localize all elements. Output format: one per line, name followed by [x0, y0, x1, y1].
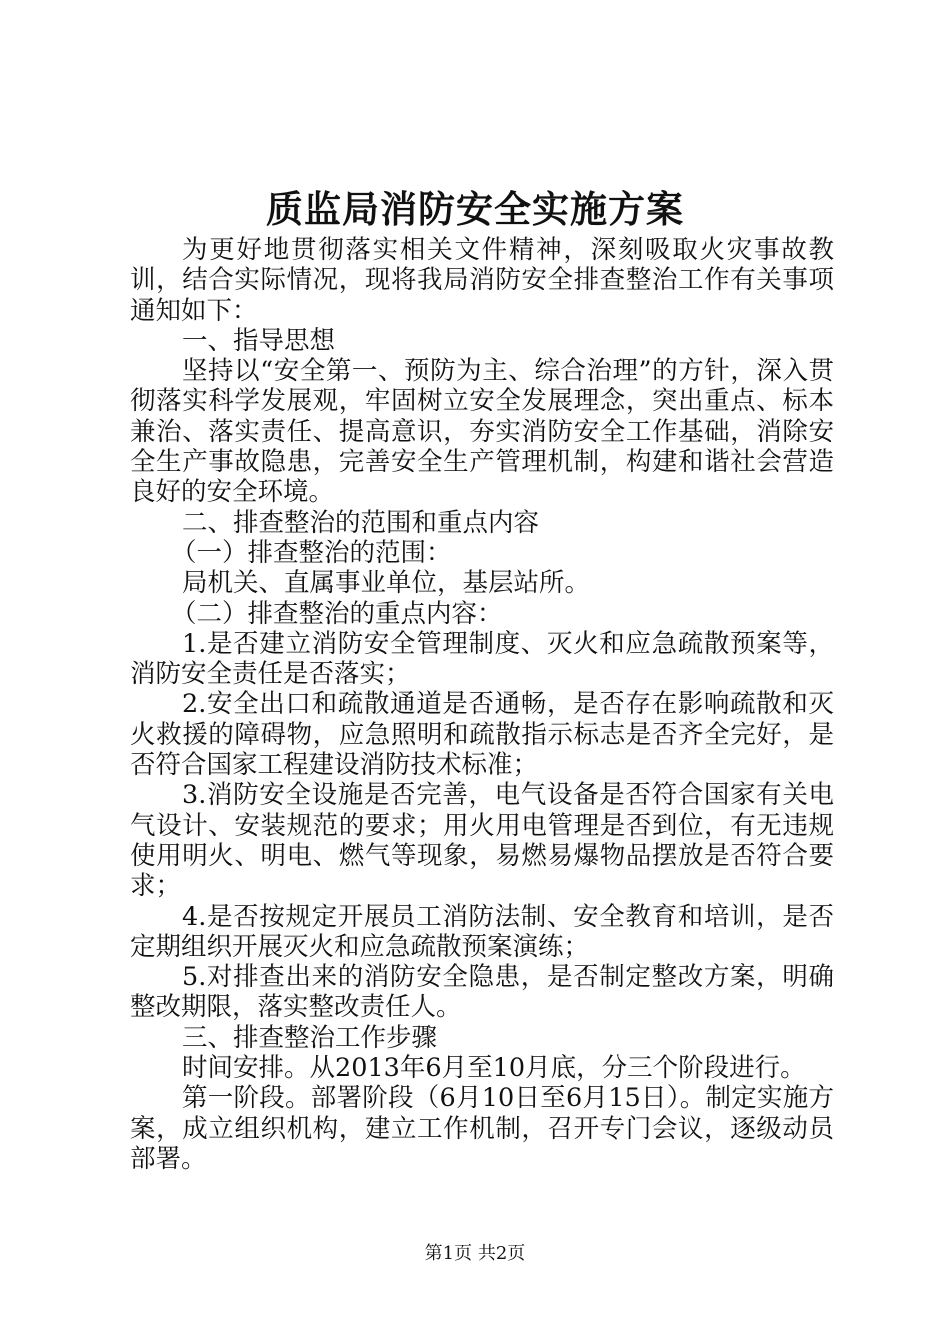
subheading-scope: （一）排查整治的范围：	[171, 537, 452, 568]
page-number-footer: 第1页 共2页	[424, 1243, 526, 1264]
subheading-focus: （二）排查整治的重点内容：	[171, 598, 503, 629]
focus-item-2: 2.安全出口和疏散通道是否通畅，是否存在影响疏散和灭火救援的障碍物，应急照明和疏散指示标志是否齐全完好，是否符合国家工程建设消防技术标准；	[130, 689, 834, 781]
section-heading-work-steps: 三、排查整治工作步骤	[182, 1022, 438, 1053]
section-heading-scope-and-focus: 二、排查整治的范围和重点内容	[182, 507, 540, 538]
focus-item-3: 3.消防安全设施是否完善，电气设备是否符合国家有关电气设计、安装规范的要求；用火用电管理是否到位，有无违规使用明火、明电、燃气等现象，易燃易爆物品摆放是否符合要求；	[130, 780, 834, 902]
document-body	[130, 235, 834, 1174]
intro-paragraph: 为更好地贯彻落实相关文件精神，深刻吸取火灾事故教训，结合实际情况，现将我局消防安全排查整治工作有关事项通知如下：	[130, 235, 834, 326]
focus-item-1: 1.是否建立消防安全管理制度、灭火和应急疏散预案等，消防安全责任是否落实；	[130, 628, 834, 690]
section-heading-guiding-ideology: 一、指导思想	[182, 325, 336, 356]
focus-item-4: 4.是否按规定开展员工消防法制、安全教育和培训，是否定期组织开展灭火和应急疏散预案演练；	[130, 901, 834, 962]
phase-one-paragraph: 第一阶段。部署阶段（6月10日至6月15日）。制定实施方案，成立组织机构，建立工作机制，召开专门会议，逐级动员部署。	[130, 1083, 834, 1174]
guiding-ideology-paragraph: 坚持以“安全第一、预防为主、综合治理”的方针，深入贯彻落实科学发展观，牢固树立安全发展理念，突出重点、标本兼治、落实责任、提高意识，夯实消防安全工作基础，消除安全生产事故隐患，完善安全生产管理机制，构建和谐社会营造良好的安全环境。	[130, 356, 834, 508]
schedule-paragraph: 时间安排。从2013年6月至10月底，分三个阶段进行。	[182, 1053, 806, 1084]
scope-paragraph: 局机关、直属事业单位，基层站所。	[182, 568, 591, 599]
focus-item-5: 5.对排查出来的消防安全隐患，是否制定整改方案，明确整改期限，落实整改责任人。	[130, 962, 834, 1023]
document-title: 质监局消防安全实施方案	[266, 187, 684, 231]
